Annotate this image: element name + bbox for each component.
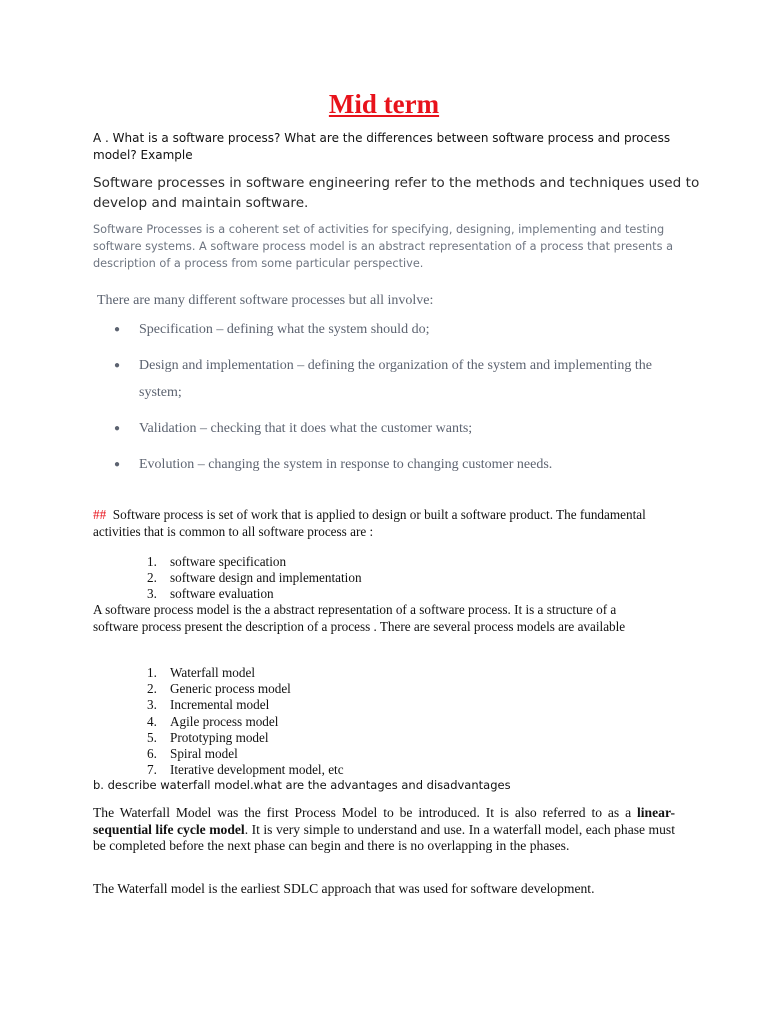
bullet-icon: ●: [114, 423, 121, 434]
list-number: 1.: [147, 665, 157, 680]
list-item: [114, 352, 654, 406]
list-number: 7.: [147, 762, 157, 778]
list-item-text: software design and implementation: [170, 570, 362, 586]
list-item: [147, 697, 447, 713]
list-item-text: Specification – defining what the system should do;: [139, 322, 430, 337]
list-number: 5.: [147, 729, 157, 745]
list-number: 4.: [147, 713, 157, 729]
list-item-text: Validation – checking that it does what the customer wants;: [139, 421, 473, 436]
list-item-text: Agile process model: [170, 713, 279, 729]
list-item-text: software specification: [170, 554, 287, 569]
question-a: A . What is a software process? What are the differences between software process and process model? Example: [93, 131, 671, 162]
list-item: [147, 746, 447, 762]
process-definition-text: Software process is set of work that is applied to design or built a software product. The fundamental activities that is common to all software process are :: [93, 507, 646, 539]
list-item: [147, 714, 447, 730]
list-item-text: software evaluation: [170, 586, 274, 602]
waterfall-bold-term: linear-sequential life cycle model: [93, 805, 675, 837]
fundamental-activities-list: [147, 554, 447, 603]
list-number: 6.: [147, 746, 157, 762]
list-item: [147, 570, 447, 586]
list-item-text: Evolution – changing the system in response to changing customer needs.: [139, 457, 553, 472]
list-number: 3.: [147, 586, 157, 602]
involve-intro: There are many different software processes but all involve:: [97, 293, 434, 308]
list-item: [147, 681, 447, 697]
involve-list: [114, 316, 654, 478]
list-item-text: Waterfall model: [170, 665, 255, 680]
list-item-text: Design and implementation – defining the organization of the system and implementing the system;: [139, 358, 652, 400]
waterfall-paragraph-2: The Waterfall model is the earliest SDLC approach that was used for software development.: [93, 881, 595, 896]
list-item: [114, 316, 654, 343]
list-item-text: Generic process model: [170, 681, 291, 697]
list-item-text: Incremental model: [170, 697, 270, 713]
process-model-paragraph: A software process model is the a abstract representation of a software process. It is a structure of a software process present the description of a process . There are several process models are available: [93, 602, 626, 634]
list-item: [147, 554, 447, 570]
list-item: [147, 730, 447, 746]
list-item: [147, 586, 447, 602]
list-number: 3.: [147, 697, 157, 713]
page-title: Mid term: [328, 89, 440, 119]
list-item: [147, 762, 447, 778]
list-item-text: Spiral model: [170, 746, 238, 762]
process-models-list: [147, 665, 447, 778]
list-item-text: Prototyping model: [170, 729, 269, 745]
hash-marker: ##: [93, 507, 107, 522]
bullet-icon: ●: [114, 324, 121, 335]
list-number: 2.: [147, 570, 157, 586]
waterfall-paragraph-1: [93, 805, 675, 855]
process-definition-paragraph: [93, 507, 653, 540]
list-number: 2.: [147, 681, 157, 697]
question-b: b. describe waterfall model.what are the advantages and disadvantages: [93, 778, 511, 792]
list-item: [114, 451, 654, 478]
waterfall-text-before: The Waterfall Model was the first Process Model to be introduced. It is also referred to as a: [93, 805, 637, 820]
list-item: [147, 665, 447, 681]
bullet-icon: ●: [114, 360, 121, 371]
list-number: 1.: [147, 554, 157, 569]
list-item: [114, 415, 654, 442]
waterfall-text-after: . It is very simple to understand and use. In a waterfall model, each phase must be completed before the next phase can begin and there is no overlapping in the phases.: [93, 821, 675, 854]
list-item-text: Iterative development model, etc: [170, 762, 344, 778]
lead-paragraph: Software processes in software engineering refer to the methods and techniques used to develop and maintain software.: [93, 175, 700, 211]
bullet-icon: ●: [114, 459, 121, 470]
definition-paragraph: Software Processes is a coherent set of activities for specifying, designing, implementing and testing software systems. A software process model is an abstract representation of a process that presents a description of a process from some particular perspective.: [93, 223, 674, 271]
